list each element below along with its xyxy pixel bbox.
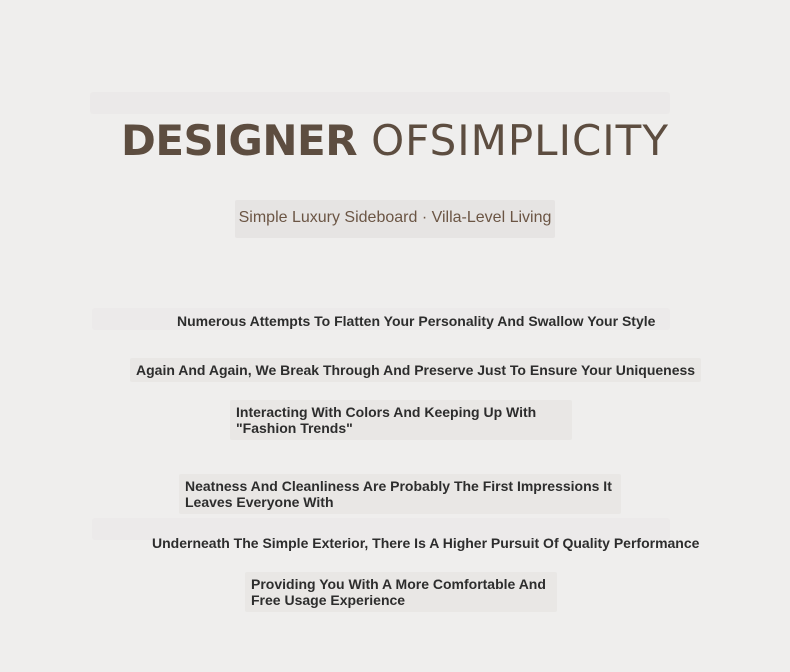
- text-line: "Fashion Trends": [236, 420, 353, 436]
- text-block: [179, 474, 621, 514]
- text-line: Again And Again, We Break Through And Preserve Just To Ensure Your Uniqueness: [130, 358, 701, 382]
- text-line: Neatness And Cleanliness Are Probably The First Impressions It: [185, 478, 612, 494]
- subtitle: Simple Luxury Sideboard · Villa-Level Living: [235, 200, 555, 238]
- text-line: Free Usage Experience: [251, 592, 406, 608]
- text-block: [230, 400, 572, 440]
- text-block: [245, 572, 557, 612]
- text-line: Interacting With Colors And Keeping Up With: [236, 404, 537, 420]
- text-line: Leaves Everyone With: [185, 494, 334, 510]
- page-title: [0, 116, 790, 165]
- background-ghost-bar: [90, 92, 670, 114]
- title-light-word: OFSIMPLICITY: [371, 116, 669, 165]
- text-line: Numerous Attempts To Flatten Your Personality And Swallow Your Style: [177, 313, 656, 329]
- text-line: Providing You With A More Comfortable And: [251, 576, 546, 592]
- text-line: Underneath The Simple Exterior, There Is A Higher Pursuit Of Quality Performance: [152, 535, 700, 551]
- title-bold-word: DESIGNER: [121, 116, 358, 165]
